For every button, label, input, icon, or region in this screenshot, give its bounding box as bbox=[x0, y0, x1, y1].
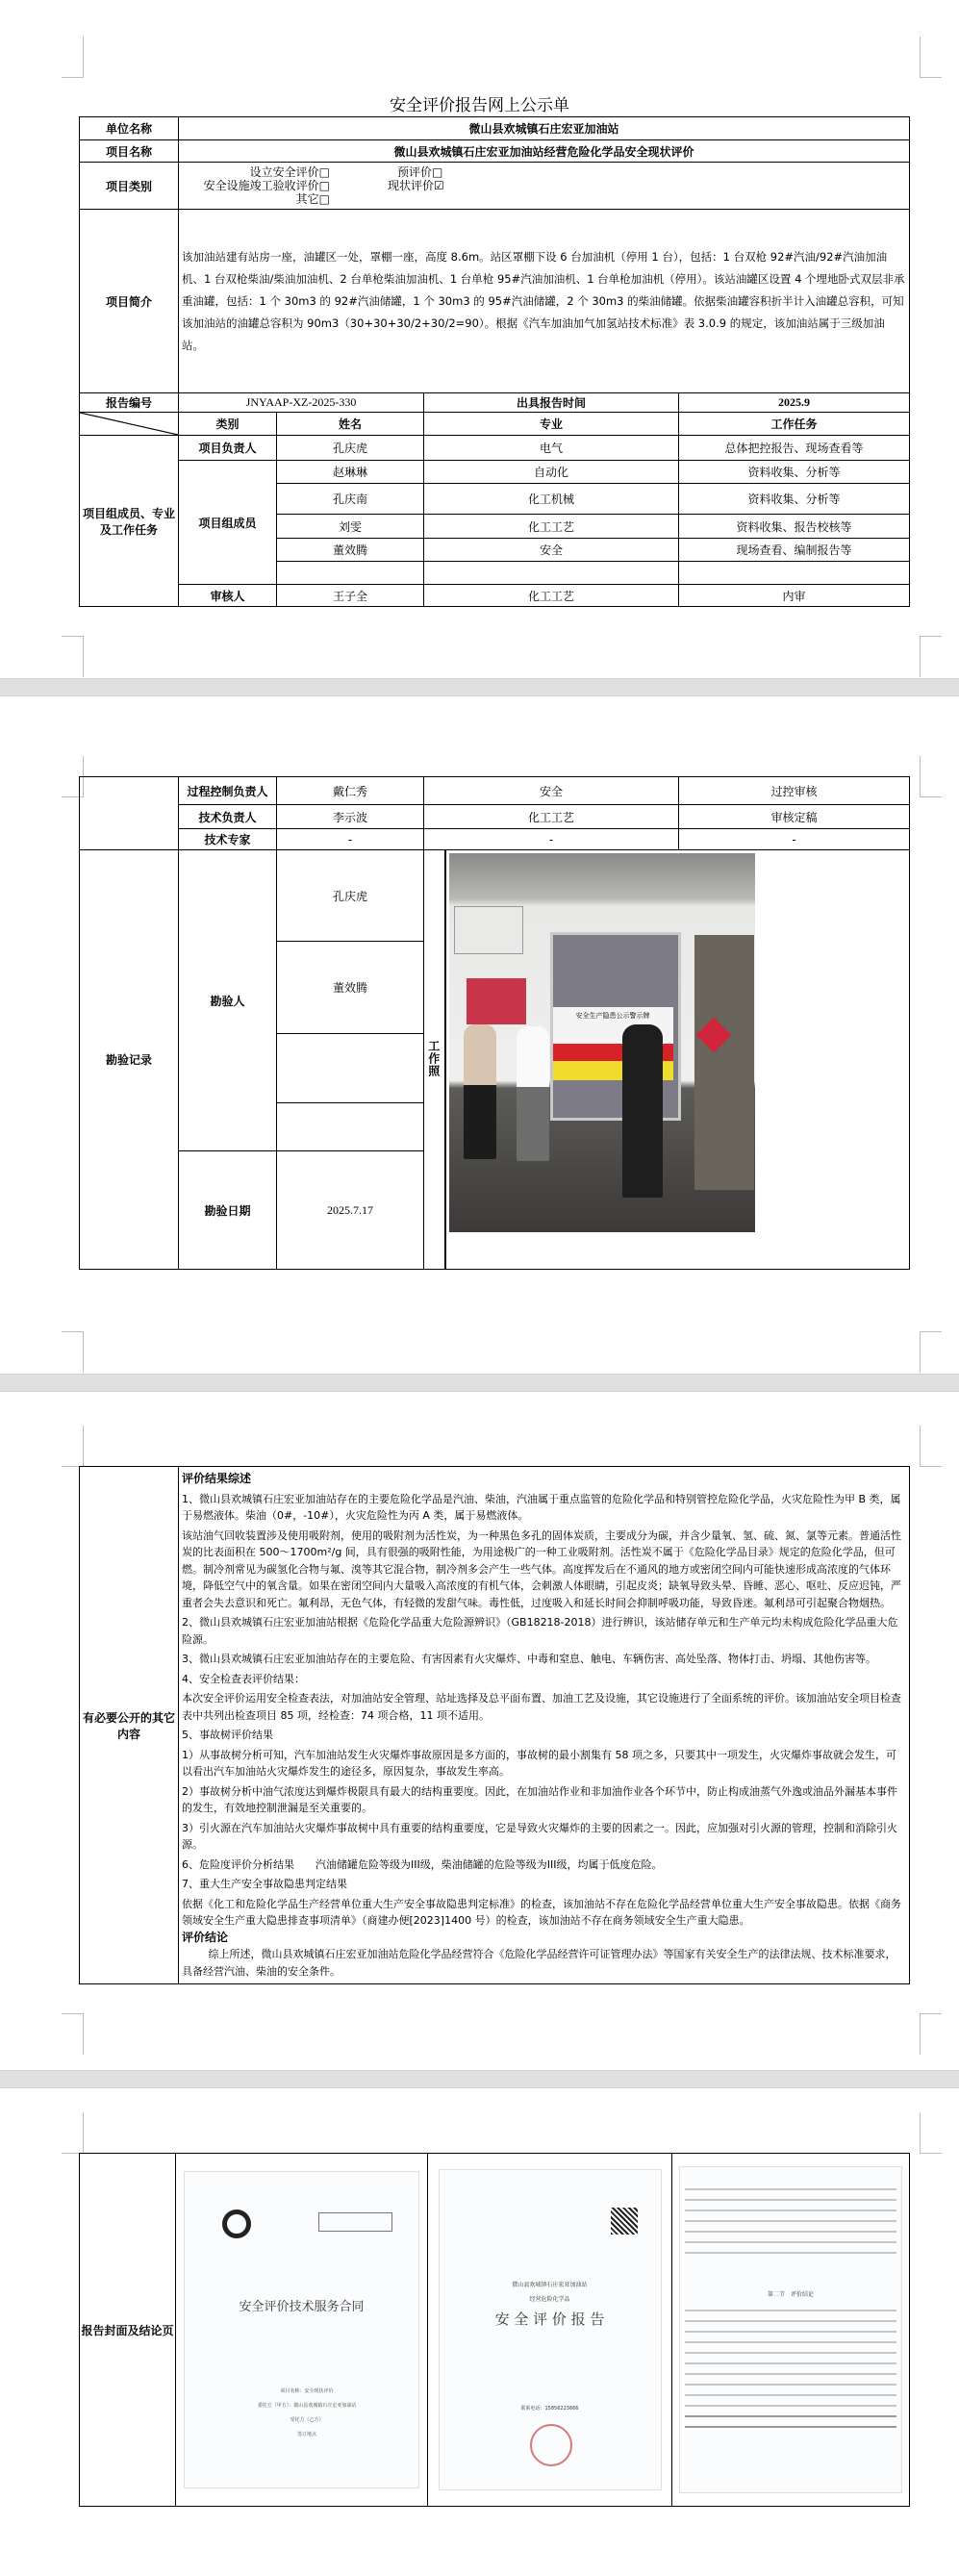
contract-cover-image bbox=[184, 2171, 419, 2488]
reviewer-major: 化工工艺 bbox=[424, 585, 679, 607]
option-pre-eval[interactable]: 预评价□ bbox=[397, 165, 443, 179]
page-corner-mark bbox=[62, 636, 84, 677]
project-name-label: 项目名称 bbox=[80, 140, 179, 163]
reviewer-category: 审核人 bbox=[179, 585, 277, 607]
person-silhouette bbox=[517, 1026, 549, 1161]
table-row bbox=[80, 461, 910, 484]
issue-date: 2025.9 bbox=[679, 393, 910, 413]
work-photo-label-cell bbox=[424, 850, 445, 1270]
summary-paragraph: 1）从事故树分析可知，汽车加油站发生火灾爆炸事故原因是多方面的，事故树的最小割集有 58 项之多，只要其中一项发生，火灾爆炸事故就会发生，可以看出汽车加油站火灾爆炸发生的途径多，原因复杂，事故发生率高。 bbox=[182, 1748, 896, 1778]
checkbox-unchecked-icon[interactable]: □ bbox=[318, 165, 330, 179]
member-name: 赵琳琳 bbox=[277, 461, 424, 484]
member-task: 资料收集、分析等 bbox=[679, 461, 910, 484]
cover-pages-table bbox=[79, 2153, 910, 2507]
issue-date-label: 出具报告时间 bbox=[424, 393, 679, 413]
page-separator bbox=[0, 678, 959, 696]
member-major: 安全 bbox=[424, 539, 679, 562]
process-control-major: 安全 bbox=[424, 777, 679, 805]
conclusion-page-heading: 第二节 评价结论 bbox=[767, 2291, 814, 2298]
member-major: 自动化 bbox=[424, 461, 679, 484]
intro-cell bbox=[179, 210, 910, 393]
member-major: 化工机械 bbox=[424, 484, 679, 515]
summary-paragraph: 3）引火源在汽车加油站火灾爆炸事故树中具有重要的结构重要度，它是导致火灾爆炸的主要的因素之一。因此，应加强对引火源的管理，控制和消除引火源。 bbox=[182, 1821, 897, 1851]
red-seal-icon bbox=[530, 2424, 572, 2466]
members-category: 项目组成员 bbox=[179, 461, 277, 585]
conclusion-page-cell bbox=[672, 2154, 910, 2507]
option-status-eval[interactable]: 现状评价☑ bbox=[388, 179, 444, 192]
page-corner-mark bbox=[920, 636, 942, 677]
page-2 bbox=[0, 696, 959, 1370]
summary-paragraph: 1、微山县欢城镇石庄宏亚加油站存在的主要危险化学品是汽油、柴油，汽油属于重点监管的危险化学品和特别管控危险化学品，火灾危险性为甲 B 类，属于易燃液体。柴油（0#，-10#），火灾危险性为丙 A 类，属于易燃液体。 bbox=[182, 1492, 901, 1522]
checkbox-unchecked-icon[interactable]: □ bbox=[318, 179, 330, 192]
report-cover-subtitle: 经营危险化学品 bbox=[529, 2296, 570, 2303]
technical-lead-category: 技术负责人 bbox=[179, 805, 277, 829]
conclusion-heading: 评价结论 bbox=[182, 1930, 229, 1944]
technical-lead-name: 李示波 bbox=[277, 805, 424, 829]
page-corner-mark bbox=[62, 2013, 84, 2055]
surveyor-name: 孔庆虎 bbox=[277, 850, 424, 942]
page-corner-mark bbox=[920, 2013, 942, 2055]
checkbox-unchecked-icon[interactable]: □ bbox=[432, 165, 443, 179]
surveyor-name bbox=[277, 1103, 424, 1151]
conclusion-text: 综上所述，微山县欢城镇石庄宏亚加油站危险化学品经营符合《危险化学品经营许可证管理办法》等国家有关安全生产的法律法规、技术标准要求，具备经营汽油、柴油的安全条件。 bbox=[182, 1948, 896, 1978]
survey-date-label: 勘验日期 bbox=[179, 1151, 277, 1270]
contract-field: 签订地点 bbox=[296, 2432, 316, 2437]
cover-section-label: 报告封面及结论页 bbox=[80, 2154, 176, 2507]
work-photo-label: 工作照 bbox=[426, 1039, 441, 1077]
reviewer-name: 王子全 bbox=[277, 585, 424, 607]
reviewer-task: 内审 bbox=[679, 585, 910, 607]
member-major bbox=[424, 562, 679, 585]
unit-name-label: 单位名称 bbox=[80, 117, 179, 140]
report-cover-cell bbox=[428, 2154, 672, 2507]
person-silhouette bbox=[464, 1024, 496, 1159]
technical-lead-major: 化工工艺 bbox=[424, 805, 679, 829]
header-name: 姓名 bbox=[277, 413, 424, 436]
staff-survey-table bbox=[79, 776, 910, 1270]
page-corner-mark bbox=[920, 37, 942, 78]
contract-title: 安全评价技术服务合同 bbox=[239, 2300, 365, 2314]
page-corner-mark bbox=[920, 1426, 942, 1467]
summary-paragraph: 该站油气回收装置涉及使用吸附剂，使用的吸附剂为活性炭，为一种黑色多孔的固体炭质，主要成分为碳，并含少量氧、氢、硫、氮、氯等元素。普通活性炭的比表面积在 500～1700m²/g 间，具有很强的吸附性能，为用途极广的一种工业吸附剂。活性炭不属于《危险化学品目录》规定的危险化学品，但可燃。制冷剂常见为碳氢化合物与氟、溴等其它混合物，制冷剂多会产生一些气体。高度挥发后在不通风的地方或密闭空间内可能快速形成高浓度的气体环境，降低空气中的氧含量。如果在密闭空间内大量吸入高浓度的有机气体，会刺激人体眼睛，引起皮炎；缺氧导致头晕、昏睡、恶心、呕吐、反应迟钝，严重者会失去意识和死亡。氟利昂，无色气体，有轻微的发甜气味。毒性低，过度吸入和延长时间会抑制呼吸功能，导致昏迷。氟利昂可引起聚合物烟热。 bbox=[182, 1528, 901, 1609]
option-establish[interactable]: 设立安全评价□ bbox=[249, 165, 330, 179]
other-content-table bbox=[79, 1466, 910, 1984]
page-corner-mark bbox=[62, 1331, 84, 1373]
report-no-label: 报告编号 bbox=[80, 393, 179, 413]
summary-paragraph: 4、安全检查表评价结果： bbox=[182, 1672, 305, 1685]
summary-heading: 评价结果综述 bbox=[182, 1472, 252, 1485]
leader-task: 总体把控报告、现场查看等 bbox=[679, 436, 910, 461]
report-cover-subtitle: 微山县欢城镇石庄宏亚加油站 bbox=[512, 2282, 588, 2288]
process-control-name: 戴仁秀 bbox=[277, 777, 424, 805]
unit-name: 微山县欢城镇石庄宏亚加油站 bbox=[179, 117, 910, 140]
member-name: 孔庆南 bbox=[277, 484, 424, 515]
contract-field: 项目名称：安全现状评价 bbox=[280, 2388, 334, 2394]
member-major: 化工工艺 bbox=[424, 515, 679, 539]
ac-unit-shape bbox=[454, 906, 523, 954]
member-name: 刘雯 bbox=[277, 515, 424, 539]
document-title: 安全评价报告网上公示单 bbox=[390, 96, 569, 115]
intro-label: 项目简介 bbox=[80, 210, 179, 393]
leader-category: 项目负责人 bbox=[179, 436, 277, 461]
page-corner-mark bbox=[920, 1331, 942, 1373]
project-name: 微山县欢城镇石庄宏亚加油站经营危险化学品安全现状评价 bbox=[179, 140, 910, 163]
intro-text: 该加油站建有站房一座，油罐区一处，罩棚一座，高度 8.6m。站区罩棚下设 6 台加油机（停用 1 台），包括：1 台双枪 92#汽油/92#汽油加油机、1 台双枪柴油/柴油加油机、2 台单枪柴油加油机、1 台单枪 95#汽油加油机、1 台单枪加油机（停用）。该站油罐区设置 4 个埋地卧式双层非承重油罐，包括：1 个 30m3 的 92#汽油储罐，1 个 30m3 的 95#汽油储罐，2 个 30m3 的柴油储罐。依据柴油罐容积折半计入油罐总容积，可知该加油站的油罐总容积为 90m3（30+30+30/2+30/2=90）。根据《汽车加油加气加氢站技术标准》表 3.0.9 的规定，该加油站属于三级加油站。 bbox=[182, 249, 905, 352]
summary-paragraph: 7、重大生产安全事故隐患判定结果 bbox=[182, 1878, 347, 1890]
surveyors-label: 勘验人 bbox=[179, 850, 277, 1151]
info-table bbox=[79, 116, 910, 607]
member-name: 董效腾 bbox=[277, 539, 424, 562]
emblem-icon bbox=[222, 2210, 251, 2238]
member-task: 资料收集、分析等 bbox=[679, 484, 910, 515]
page-corner-mark bbox=[920, 2112, 942, 2154]
summary-paragraph: 本次安全评价运用安全检查表法，对加油站安全管理、站址选择及总平面布置、加油工艺及设施，其它设施进行了全面系统的评价。该加油站安全项目检查表中共列出检查项目 85 项，经检查：74 项合格，11 项不适用。 bbox=[182, 1692, 901, 1722]
page-1 bbox=[0, 0, 959, 673]
process-control-category: 过程控制负责人 bbox=[179, 777, 277, 805]
qr-code-icon bbox=[611, 2208, 638, 2235]
conclusion-page-image bbox=[679, 2166, 902, 2493]
option-acceptance[interactable]: 安全设施竣工验收评价□ bbox=[203, 179, 330, 192]
contract-field: 委托方（甲方）：微山县欢城镇石庄宏亚加油站 bbox=[257, 2403, 357, 2409]
page-separator bbox=[0, 1374, 959, 1392]
summary-paragraph: 6、危险度评价分析结果 汽油储罐危险等级为III级，柴油储罐的危险等级为III级，均属于低度危险。 bbox=[182, 1857, 663, 1871]
page-corner-mark bbox=[62, 2112, 84, 2154]
leader-name: 孔庆虎 bbox=[277, 436, 424, 461]
page-separator bbox=[0, 2070, 959, 2088]
surveyor-name: 董效腾 bbox=[277, 942, 424, 1034]
contract-number-box bbox=[318, 2212, 392, 2232]
page-corner-mark bbox=[62, 1426, 84, 1467]
page-3 bbox=[0, 1392, 959, 2058]
empty-cell bbox=[80, 777, 179, 850]
report-cover-image bbox=[439, 2169, 662, 2490]
report-no: JNYAAP-XZ-2025-330 bbox=[179, 393, 424, 413]
project-type-options bbox=[179, 163, 910, 210]
page-corner-mark bbox=[62, 37, 84, 78]
technical-expert-name: - bbox=[277, 829, 424, 850]
survey-date: 2025.7.17 bbox=[277, 1151, 424, 1270]
leader-major: 电气 bbox=[424, 436, 679, 461]
door-shape bbox=[694, 935, 754, 1190]
notice-board: 安全生产隐患公示警示牌 bbox=[553, 1007, 673, 1045]
summary-paragraph: 2、微山县欢城镇石庄宏亚加油站根据《危险化学品重大危险源辨识》（GB18218-2018）进行辨识，该站储存单元和生产单元均未构成危险化学品重大危险源。 bbox=[182, 1616, 898, 1646]
page-4 bbox=[0, 2088, 959, 2576]
page-corner-mark bbox=[920, 756, 942, 797]
red-poster-shape bbox=[467, 978, 526, 1024]
summary-paragraph: 5、事故树评价结果 bbox=[182, 1729, 273, 1741]
technical-expert-major: - bbox=[424, 829, 679, 850]
other-content-label: 有必要公开的其它内容 bbox=[80, 1467, 179, 1984]
member-name bbox=[277, 562, 424, 585]
summary-paragraph: 2）事故树分析中油气浓度达到爆炸极限具有最大的结构重要度。因此，在加油站作业和非加油作业各个环节中，防止构成油蒸气外逸或油品外漏基本事件的发生，有效地控制泄漏是至关重要的。 bbox=[182, 1784, 897, 1814]
diagonal-header-cell bbox=[80, 413, 179, 436]
process-control-task: 过控审核 bbox=[679, 777, 910, 805]
header-task: 工作任务 bbox=[679, 413, 910, 436]
technical-expert-category: 技术专家 bbox=[179, 829, 277, 850]
person-silhouette bbox=[622, 1024, 663, 1198]
work-photo bbox=[449, 853, 755, 1232]
checkbox-unchecked-icon[interactable]: □ bbox=[318, 192, 330, 206]
header-major: 专业 bbox=[424, 413, 679, 436]
member-task bbox=[679, 562, 910, 585]
contract-field: 受托方（乙方） bbox=[290, 2417, 324, 2423]
option-other[interactable]: 其它□ bbox=[295, 192, 330, 206]
checkbox-checked-icon[interactable]: ☑ bbox=[434, 179, 444, 192]
report-cover-contact: 联系电话：15856223666 bbox=[520, 2406, 579, 2412]
report-cover-title: 安 全 评 价 报 告 bbox=[494, 2311, 605, 2328]
team-section-label: 项目组成员、专业及工作任务 bbox=[80, 436, 179, 607]
surveyor-name bbox=[277, 1034, 424, 1103]
summary-paragraph: 3、微山县欢城镇石庄宏亚加油站存在的主要危险、有害因素有火灾爆炸、中毒和窒息、触电、车辆伤害、高处坠落、物体打击、坍塌、其他伤害等。 bbox=[182, 1653, 876, 1665]
summary-paragraph: 依据《化工和危险化学品生产经营单位重大生产安全事故隐患判定标准》的检查，该加油站不存在危险化学品经营单位重大生产安全事故隐患。依据《商务领域安全生产重大隐患排查事项清单》（商建办便[2023]1400 号）的检查，该加油站不存在商务领域安全生产重大隐患。 bbox=[182, 1897, 901, 1927]
header-category: 类别 bbox=[179, 413, 277, 436]
diagonal-line-icon bbox=[80, 413, 178, 435]
project-type-label: 项目类别 bbox=[80, 163, 179, 210]
technical-expert-task: - bbox=[679, 829, 910, 850]
contract-cover-cell bbox=[176, 2154, 428, 2507]
member-task: 资料收集、报告校核等 bbox=[679, 515, 910, 539]
member-task: 现场查看、编制报告等 bbox=[679, 539, 910, 562]
work-photo-cell bbox=[445, 850, 910, 1270]
technical-lead-task: 审核定稿 bbox=[679, 805, 910, 829]
summary-cell bbox=[179, 1467, 910, 1984]
survey-record-label: 勘验记录 bbox=[80, 850, 179, 1270]
